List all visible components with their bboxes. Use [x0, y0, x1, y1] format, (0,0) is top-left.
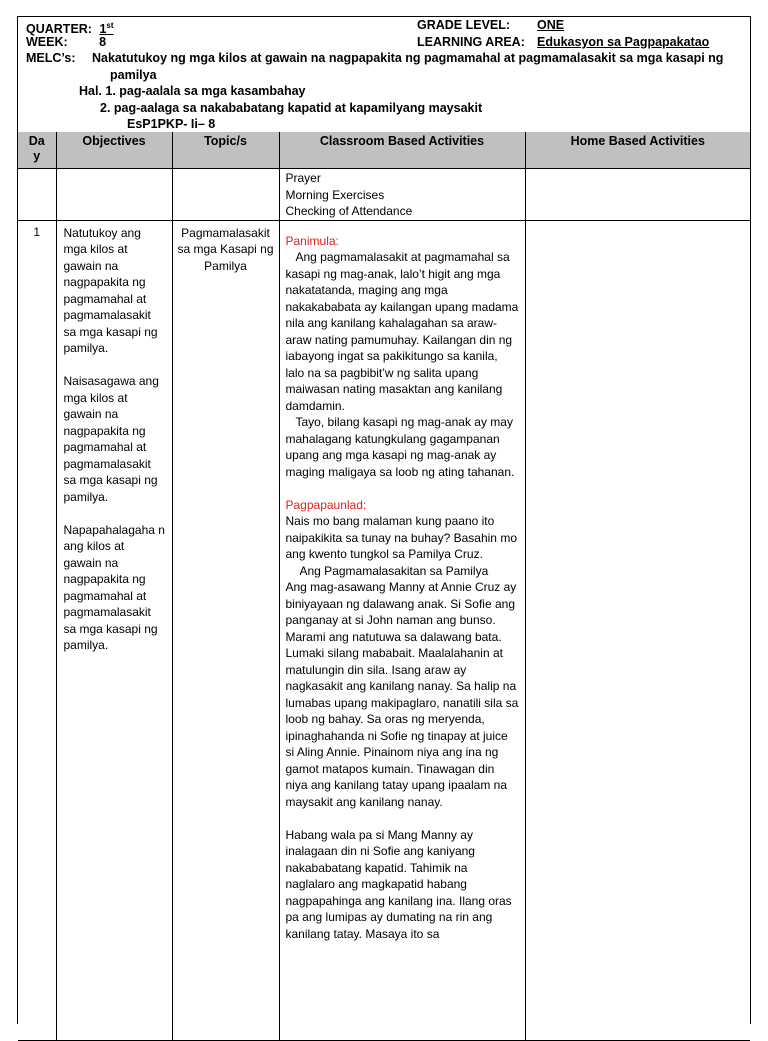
pagpapaunlad-paragraph: Nais mo bang malaman kung paano ito naipakikita sa tunay na buhay? Basahin mo ang kwento tungkol sa Pamilya Cruz.	[285, 514, 517, 561]
table-row	[18, 220, 750, 1040]
classroom-activities-cell	[279, 220, 525, 1040]
preliminaries-cell	[279, 169, 525, 221]
panimula-label: Panimula:	[285, 233, 339, 248]
home-activities-cell	[525, 220, 750, 1040]
lesson-table	[18, 132, 750, 1041]
quarter-number: 1	[99, 22, 107, 37]
header-day-text: Da y	[28, 134, 45, 163]
topic-cell: Pagmamalasakit sa mga Kasapi ng Pamilya	[172, 220, 279, 1040]
objectives-cell	[56, 220, 172, 1040]
header-classroom-activities: Classroom Based Activities	[279, 132, 525, 169]
melc-label: MELC’s:	[26, 51, 76, 65]
story-paragraph-1: Ang mag-asawang Manny at Annie Cruz ay biniyayaan ng dalawang anak. Si Sofie ang panganay at si John naman ang bunso. Marami ang natutuwa sa dalawang bata. Lumaki silang mababait. Maalalahanin at matulungin din sila. Isang araw ay nagkasakit ang kanilang nanay. Sa halip na lumabas upang makipaglaro, nanatili sila sa loob ng bahay. Sa oras ng meryenda, ipinaghahanda ni Sofie ng tinapay at juice si Aling Annie. Pinainom niya ang ina ng gamot matapos kumain. Tinawagan din niya ang kanilang tatay upang ipaalam na maysakit ang kanilang nanay.	[285, 580, 519, 809]
objective-3: Napapahalagaha n ang kilos at gawain na nagpapakita ng pagmamahal at pagmamalasakit sa mga kasapi ng pamilya.	[63, 522, 165, 652]
objective-1: Natutukoy ang mga kilos at gawain na nagpapakita ng pagmamahal at pagmamalasakit sa mga kasapi ng pamilya.	[63, 225, 158, 355]
competency-code: EsP1PKP- Ii– 8	[127, 117, 216, 131]
objective-2: Naisasagawa ang mga kilos at gawain na nagpapakita ng pagmamahal at pagmamalasakit sa mga kasapi ng pamilya.	[63, 374, 159, 504]
lesson-header	[18, 17, 750, 133]
prelim-home-cell	[525, 169, 750, 221]
week-value: 8	[99, 35, 107, 49]
quarter-label: QUARTER:	[26, 22, 92, 37]
week-label: WEEK:	[26, 35, 68, 49]
panimula-paragraph-1: Ang pagmamalasakit at pagmamahal sa kasapi ng mag-anak, lalo’t higit ang mga nakatatanda, maging ang mga nakakababata ay kailangan upang madama nila ang kanilang kahalagahan sa araw-araw nating pamumuhay. Kailangan din ng iabayong ingat sa pakikitungo sa kanila, lalo na sa pagbibit’w ng salita upang maiwasan nating masaktan ang kanilang damdamin.	[285, 250, 519, 413]
grade-label: GRADE LEVEL:	[417, 18, 511, 32]
grade-row	[417, 18, 510, 33]
header-topics: Topic/s	[172, 132, 279, 169]
story-paragraph-2: Habang wala pa si Mang Manny ay inalagaan din ni Sofie ang kaniyang nakababatang kapatid. Tahimik na naglalaro ang magkapatid habang nagpapahinga ang kanilang ina. Ilang oras pa ang lumipas ay dumating na rin ang kanilang tatay. Masaya ito sa	[285, 827, 512, 941]
story-title: Ang Pagmamalasakitan sa Pamilya	[299, 563, 489, 578]
prelim-objectives-cell	[56, 169, 172, 221]
example-line-2: 2. pag-aalaga sa nakababatang kapatid at kapamilyang maysakit	[100, 101, 483, 115]
panimula-paragraph-2: Tayo, bilang kasapi ng mag-anak ay may mahalagang katungkulang gagampanan upang ang mga kasapi ng mag-anak ay maging maligaya sa loob ng ating tahanan.	[285, 415, 515, 479]
day-number: 1	[18, 220, 56, 1040]
example-line-1: Hal. 1. pag-aalala sa mga kasambahay	[79, 84, 306, 98]
prelim-topic-cell	[172, 169, 279, 221]
table-row	[18, 169, 750, 221]
area-row	[411, 35, 525, 50]
prelim-day-cell	[18, 169, 56, 221]
area-label: LEARNING AREA:	[417, 35, 525, 49]
quarter-superscript: st	[106, 21, 114, 30]
prelim-exercises: Morning Exercises	[285, 187, 385, 202]
header-home-activities: Home Based Activities	[525, 132, 750, 169]
header-objectives: Objectives	[56, 132, 172, 169]
melc-line-2: pamilya	[110, 68, 157, 82]
prelim-prayer: Prayer	[285, 171, 321, 185]
pagpapaunlad-label: Pagpapaunlad:	[285, 497, 367, 512]
prelim-attendance: Checking of Attendance	[285, 204, 413, 218]
lesson-plan-page	[17, 16, 751, 1024]
week-row	[26, 35, 106, 50]
area-value: Edukasyon sa Pagpapakatao	[537, 35, 710, 49]
grade-value: ONE	[537, 18, 565, 32]
header-day	[18, 132, 56, 169]
table-header-row	[18, 132, 750, 169]
melc-line-1: Nakatutukoy ng mga kilos at gawain na nagpapakita ng pagmamahal at pagmamalasakit sa mga kasapi ng	[92, 51, 724, 65]
